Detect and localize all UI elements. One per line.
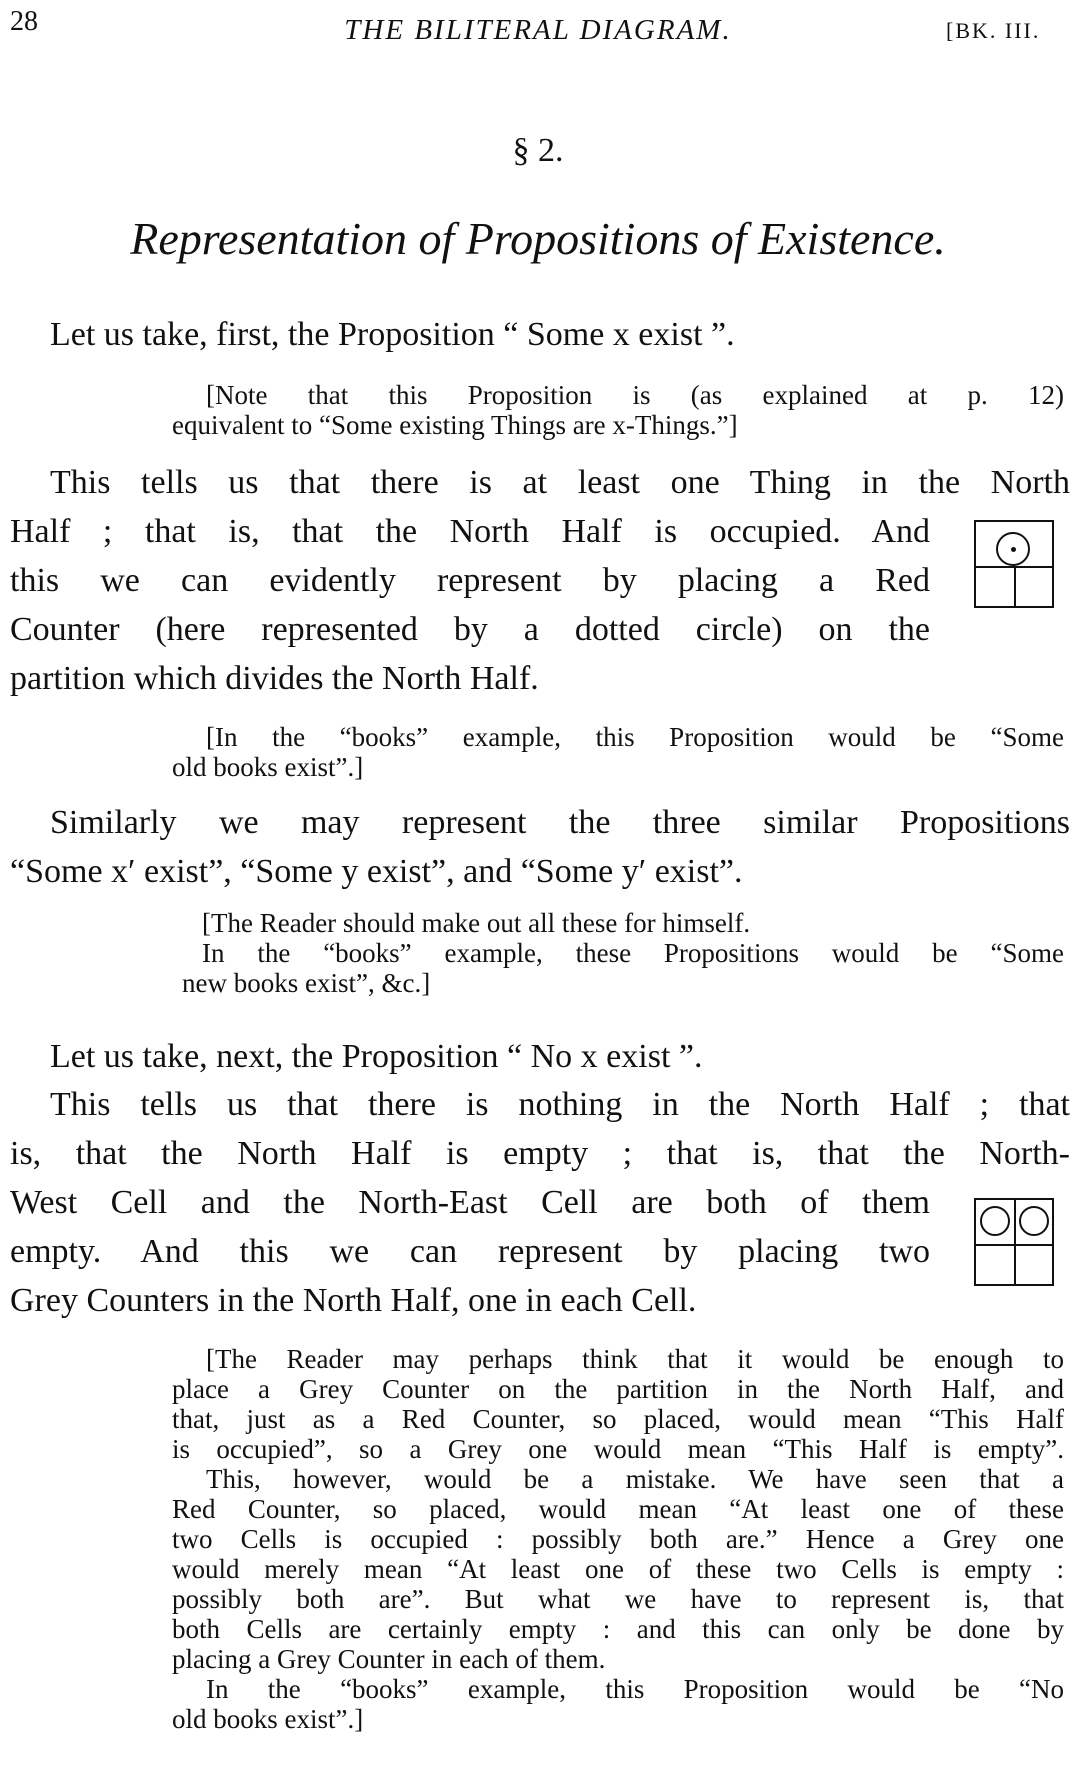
vertical-partition xyxy=(1014,566,1016,606)
note-3 xyxy=(182,908,1064,998)
text-line: In the “books” example, this Proposition would be “No xyxy=(206,1674,1064,1704)
text-line: [Note that this Proposition is (as explained at p. 12) xyxy=(206,380,1064,410)
text-line: old books exist”.] xyxy=(172,1704,364,1734)
text-line: old books exist”.] xyxy=(172,752,364,782)
biliteral-diagram-grey-counters xyxy=(974,1198,1054,1286)
text-line: [The Reader may perhaps think that it would be enough to xyxy=(206,1344,1064,1374)
grey-counter-icon xyxy=(1019,1206,1049,1236)
text-line: [The Reader should make out all these for himself. xyxy=(202,908,751,938)
section-title: Representation of Propositions of Existence. xyxy=(130,213,946,264)
dotted-circle-icon xyxy=(996,532,1030,566)
text-line: Let us take, next, the Proposition “ No x exist ”. xyxy=(50,1038,703,1075)
text-line: place a Grey Counter on the partition in the North Half, and xyxy=(172,1374,1064,1404)
text-line: Red Counter, so placed, would mean “At least one of these xyxy=(172,1494,1064,1524)
note-1 xyxy=(172,380,1064,440)
page-number: 28 xyxy=(10,6,38,37)
text-line: possibly both are”. But what we have to represent is, that xyxy=(172,1584,1064,1614)
paragraph-3 xyxy=(10,798,1070,896)
text-line: two Cells is occupied : possibly both are.” Hence a Grey one xyxy=(172,1524,1064,1554)
paragraph-1 xyxy=(50,310,1070,359)
text-line: Let us take, first, the Proposition “ Some x exist ”. xyxy=(50,316,735,353)
text-line: In the “books” example, these Propositions would be “Some xyxy=(202,938,1064,968)
text-line: partition which divides the North Half. xyxy=(10,660,539,697)
text-line: West Cell and the North-East Cell are both of them xyxy=(10,1184,930,1221)
text-line: this we can evidently represent by placing a Red xyxy=(10,562,930,599)
text-line: that, just as a Red Counter, so placed, would mean “This Half xyxy=(172,1404,1064,1434)
text-line: Grey Counters in the North Half, one in each Cell. xyxy=(10,1282,697,1319)
text-line: Counter (here represented by a dotted circle) on the xyxy=(10,611,930,648)
text-line: placing a Grey Counter in each of them. xyxy=(172,1644,606,1674)
text-line: This tells us that there is at least one Thing in the North xyxy=(50,464,1070,501)
note-2 xyxy=(172,722,1064,782)
text-line: would merely mean “At least one of these two Cells is empty : xyxy=(172,1554,1064,1584)
text-line: This tells us that there is nothing in the North Half ; that xyxy=(50,1086,1070,1123)
text-line: Similarly we may represent the three similar Propositions xyxy=(50,804,1070,841)
grey-counter-icon xyxy=(980,1206,1010,1236)
text-line: “Some x′ exist”, “Some y exist”, and “Some y′ exist”. xyxy=(10,853,743,890)
text-line: is occupied”, so a Grey one would mean “This Half is empty”. xyxy=(172,1434,1064,1464)
running-title: THE BILITERAL DIAGRAM. xyxy=(344,14,732,46)
text-line: empty. And this we can represent by placing two xyxy=(10,1233,930,1270)
text-line: both Cells are certainly empty : and this can only be done by xyxy=(172,1614,1064,1644)
text-line: equivalent to “Some existing Things are x-Things.”] xyxy=(172,410,738,440)
text-line: is, that the North Half is empty ; that is, that the North- xyxy=(10,1135,1070,1172)
text-line: This, however, would be a mistake. We have seen that a xyxy=(206,1464,1064,1494)
paragraph-2 xyxy=(10,458,1070,703)
note-5 xyxy=(172,1344,1064,1734)
section-number: § 2. xyxy=(512,132,564,169)
text-line: [In the “books” example, this Proposition would be “Some xyxy=(206,722,1064,752)
text-line: new books exist”, &c.] xyxy=(182,968,431,998)
text-line: Half ; that is, that the North Half is occupied. And xyxy=(10,513,930,550)
biliteral-diagram-red-counter xyxy=(974,520,1054,608)
paragraph-5 xyxy=(10,1080,1070,1325)
book-reference: [BK. III. xyxy=(946,18,1041,43)
paragraph-4 xyxy=(50,1032,1070,1081)
vertical-partition xyxy=(1014,1200,1016,1284)
